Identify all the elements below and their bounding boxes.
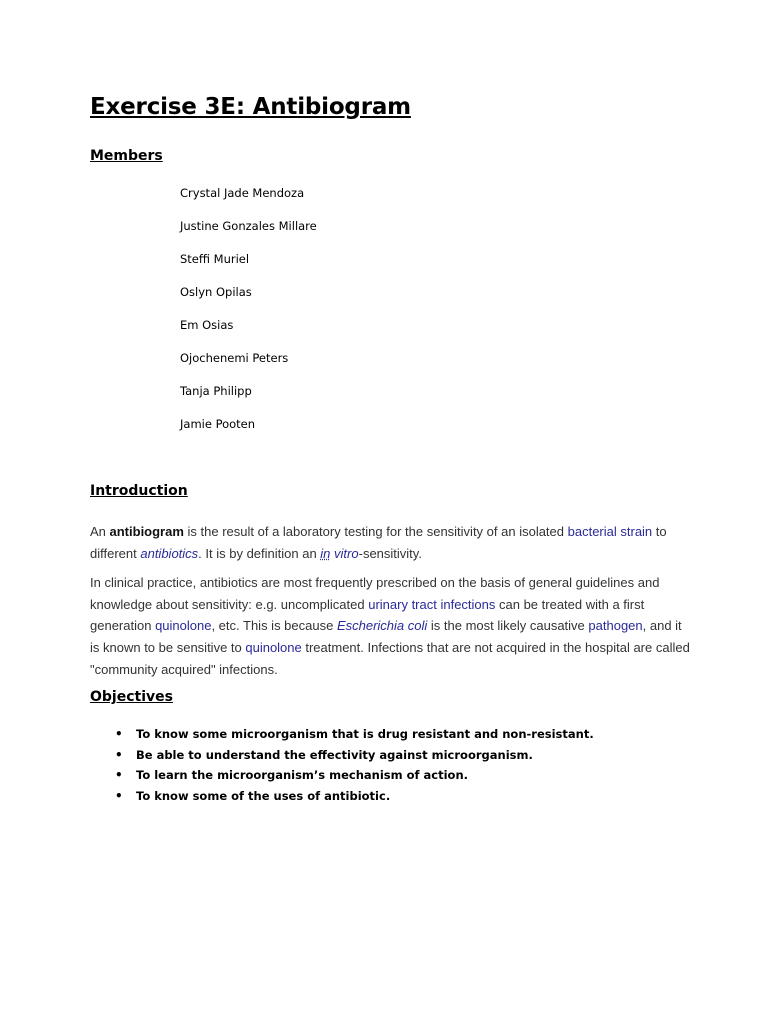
text-run: is the most likely causative (427, 618, 589, 634)
text-run: treatment. Infections that are not acquired in the hospital are called "community acquired" infections. (90, 639, 690, 677)
intro-paragraph-1 (90, 521, 690, 564)
objective-text: To know some microorganism that is drug resistant and non-resistant. (136, 727, 594, 741)
link-quinolone[interactable]: quinolone (155, 618, 212, 634)
text-run: is the result of a laboratory testing for the sensitivity of an isolated (183, 524, 568, 539)
members-list (180, 183, 317, 447)
objective-text: To know some of the uses of antibiotic. (136, 789, 391, 804)
member-name: Ojochenemi Peters (180, 351, 289, 365)
page-title: Exercise 3E: Antibiogram (90, 94, 411, 120)
objective-text: Be able to understand the effectivity against microorganism. (136, 747, 533, 762)
member-name: Jamie Pooten (180, 417, 256, 431)
link-escherichia-coli[interactable]: Escherichia coli (336, 618, 428, 634)
bullet-icon: • (115, 747, 123, 762)
bullet-icon: • (115, 789, 123, 804)
member-name: Tanja Philipp (180, 384, 252, 398)
member-name: Justine Gonzales Millare (180, 219, 317, 233)
bullet-icon: • (115, 768, 123, 783)
text-run: An (90, 524, 110, 539)
link-urinary-tract-infections[interactable]: urinary tract infections (368, 596, 496, 612)
text-run: can be treated with a first generation (90, 596, 645, 634)
members-heading: Members (90, 148, 163, 164)
objective-item (113, 786, 594, 807)
member-name: Steffi Muriel (180, 252, 250, 266)
link-in[interactable]: in (320, 545, 331, 561)
text-run: -sensitivity. (358, 545, 422, 561)
link-antibiotics[interactable]: antibiotics (140, 545, 199, 561)
introduction-body (90, 521, 690, 688)
intro-paragraph-2 (90, 572, 690, 680)
objective-text: To learn the microorganism’s mechanism of action. (136, 768, 469, 783)
text-run: In clinical practice, antibiotics are most frequently prescribed on the basis of general guidelines and knowledge about sensitivity: e.g. uncomplicated (90, 575, 660, 612)
link-quinolone[interactable]: quinolone (245, 639, 302, 655)
objectives-list (113, 724, 594, 807)
text-run: , etc. This is because (211, 618, 337, 634)
member-name: Crystal Jade Mendoza (180, 186, 305, 200)
objective-item (113, 765, 594, 786)
link-pathogen[interactable]: pathogen (588, 618, 643, 634)
link-bacterial-strain[interactable]: bacterial strain (567, 524, 653, 539)
text-run: , and it is known to be sensitive to (90, 618, 682, 655)
objective-item (113, 724, 594, 745)
text-run: to different (90, 524, 667, 561)
member-name: Em Osias (180, 318, 234, 332)
member-name: Oslyn Opilas (180, 285, 252, 299)
bullet-icon: • (115, 727, 123, 741)
link-vitro[interactable]: vitro (334, 545, 359, 561)
objectives-heading: Objectives (90, 689, 173, 705)
text-run: . It is by definition an (198, 545, 321, 561)
objective-item (113, 745, 594, 766)
introduction-heading: Introduction (90, 483, 188, 499)
term-antibiogram: antibiogram (109, 524, 184, 539)
